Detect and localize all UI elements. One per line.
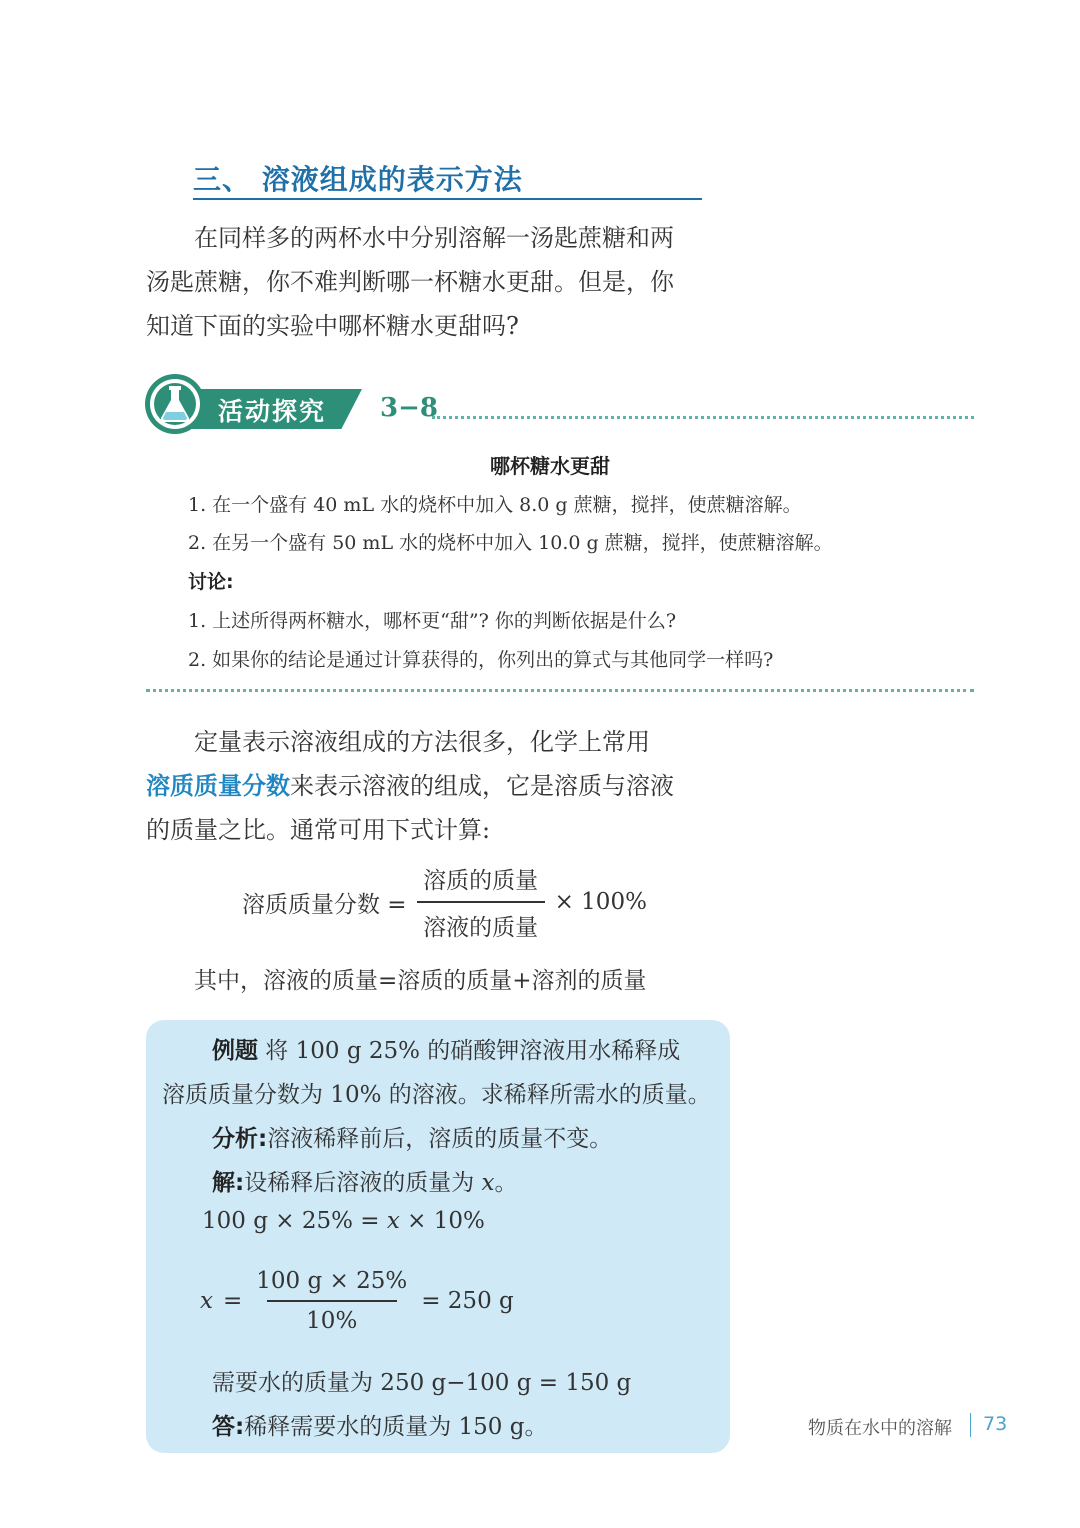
solution-mass-relation: 其中，溶液的质量=溶质的质量+溶剂的质量: [194, 968, 647, 994]
answer-label: 答:: [212, 1414, 245, 1440]
flask-icon: [143, 372, 207, 436]
water-mass-line: 需要水的质量为 250 g−100 g = 150 g: [212, 1370, 632, 1396]
equation-1: [202, 1208, 485, 1234]
section-title: 三、 溶液组成的表示方法: [193, 163, 523, 196]
section-title-underline: [193, 198, 702, 200]
analysis-line: [212, 1120, 612, 1153]
formula-factor: × 100%: [554, 889, 647, 915]
definition-line-3: 的质量之比。通常可用下式计算:: [146, 816, 491, 844]
analysis-label: 分析:: [212, 1126, 268, 1152]
activity-title: 哪杯糖水更甜: [490, 454, 610, 478]
discussion-question: 2. 如果你的结论是通过计算获得的，你列出的算式与其他同学一样吗?: [188, 649, 774, 671]
activity-divider-top: [432, 416, 974, 419]
solution-variable: x: [481, 1170, 495, 1196]
formula-lhs: 溶质质量分数 =: [242, 891, 407, 918]
intro-line-2: 汤匙蔗糖，你不难判断哪一杯糖水更甜。但是，你: [146, 268, 674, 296]
definition-line-2-rest: 来表示溶液的组成，它是溶质与溶液: [290, 772, 674, 800]
intro-paragraph: [146, 216, 716, 348]
solution-text: 设稀释后溶液的质量为: [244, 1170, 482, 1196]
activity-divider-bottom: [146, 689, 974, 692]
equation-2-result: = 250 g: [421, 1288, 514, 1314]
answer-text: 稀释需要水的质量为 150 g。: [244, 1414, 548, 1440]
activity-banner-label: 活动探究: [218, 397, 327, 426]
equation-1-b: × 10%: [399, 1208, 485, 1234]
equation-2-equals: =: [222, 1288, 243, 1314]
example-problem-line-2: 溶质质量分数为 10% 的溶液。求稀释所需水的质量。: [162, 1082, 711, 1108]
discussion-question: 1. 上述所得两杯糖水，哪杯更“甜”? 你的判断依据是什么?: [188, 610, 677, 632]
definition-paragraph: [146, 720, 716, 852]
example-problem-line-1: [212, 1032, 680, 1065]
activity-step: 1. 在一个盛有 40 mL 水的烧杯中加入 8.0 g 蔗糖，搅拌，使蔗糖溶解。: [188, 494, 802, 516]
solution-label: 解:: [212, 1170, 245, 1196]
analysis-text: 溶液稀释前后，溶质的质量不变。: [267, 1126, 613, 1152]
highlight-term: 溶质质量分数: [146, 772, 290, 800]
activity-step: 2. 在另一个盛有 50 mL 水的烧杯中加入 10.0 g 蔗糖，搅拌，使蔗糖溶解。: [188, 532, 833, 554]
solution-end: 。: [494, 1170, 518, 1196]
equation-1-a: 100 g × 25% =: [202, 1208, 387, 1234]
discussion-label: 讨论:: [188, 571, 234, 593]
formula-denominator: 溶液的质量: [423, 915, 539, 941]
intro-line-3: 知道下面的实验中哪杯糖水更甜吗?: [146, 312, 519, 340]
footer-chapter: 物质在水中的溶解: [808, 1418, 952, 1439]
example-problem-a: 将 100 g 25% 的硝酸钾溶液用水稀释成: [258, 1038, 681, 1064]
equation-1-variable: x: [386, 1208, 400, 1234]
formula-fraction: [417, 862, 545, 942]
formula-numerator: 溶质的质量: [423, 868, 539, 894]
equation-2-lhs: x: [200, 1288, 213, 1314]
page-number: 73: [983, 1413, 1008, 1435]
mass-fraction-formula: [242, 862, 647, 942]
equation-2-fraction: [252, 1268, 411, 1334]
equation-2-denominator: 10%: [306, 1308, 358, 1334]
intro-line-1: 在同样多的两杯水中分别溶解一汤匙蔗糖和两: [194, 224, 674, 252]
answer-line: [212, 1408, 547, 1441]
definition-line-1: 定量表示溶液组成的方法很多，化学上常用: [194, 728, 650, 756]
example-label: 例题: [212, 1038, 258, 1064]
equation-2: [200, 1268, 514, 1334]
solution-line: [212, 1164, 518, 1197]
footer-separator: [970, 1413, 971, 1437]
definition-line-2: [146, 764, 716, 808]
activity-number: 3−8: [380, 393, 438, 423]
equation-2-numerator: 100 g × 25%: [256, 1268, 408, 1294]
